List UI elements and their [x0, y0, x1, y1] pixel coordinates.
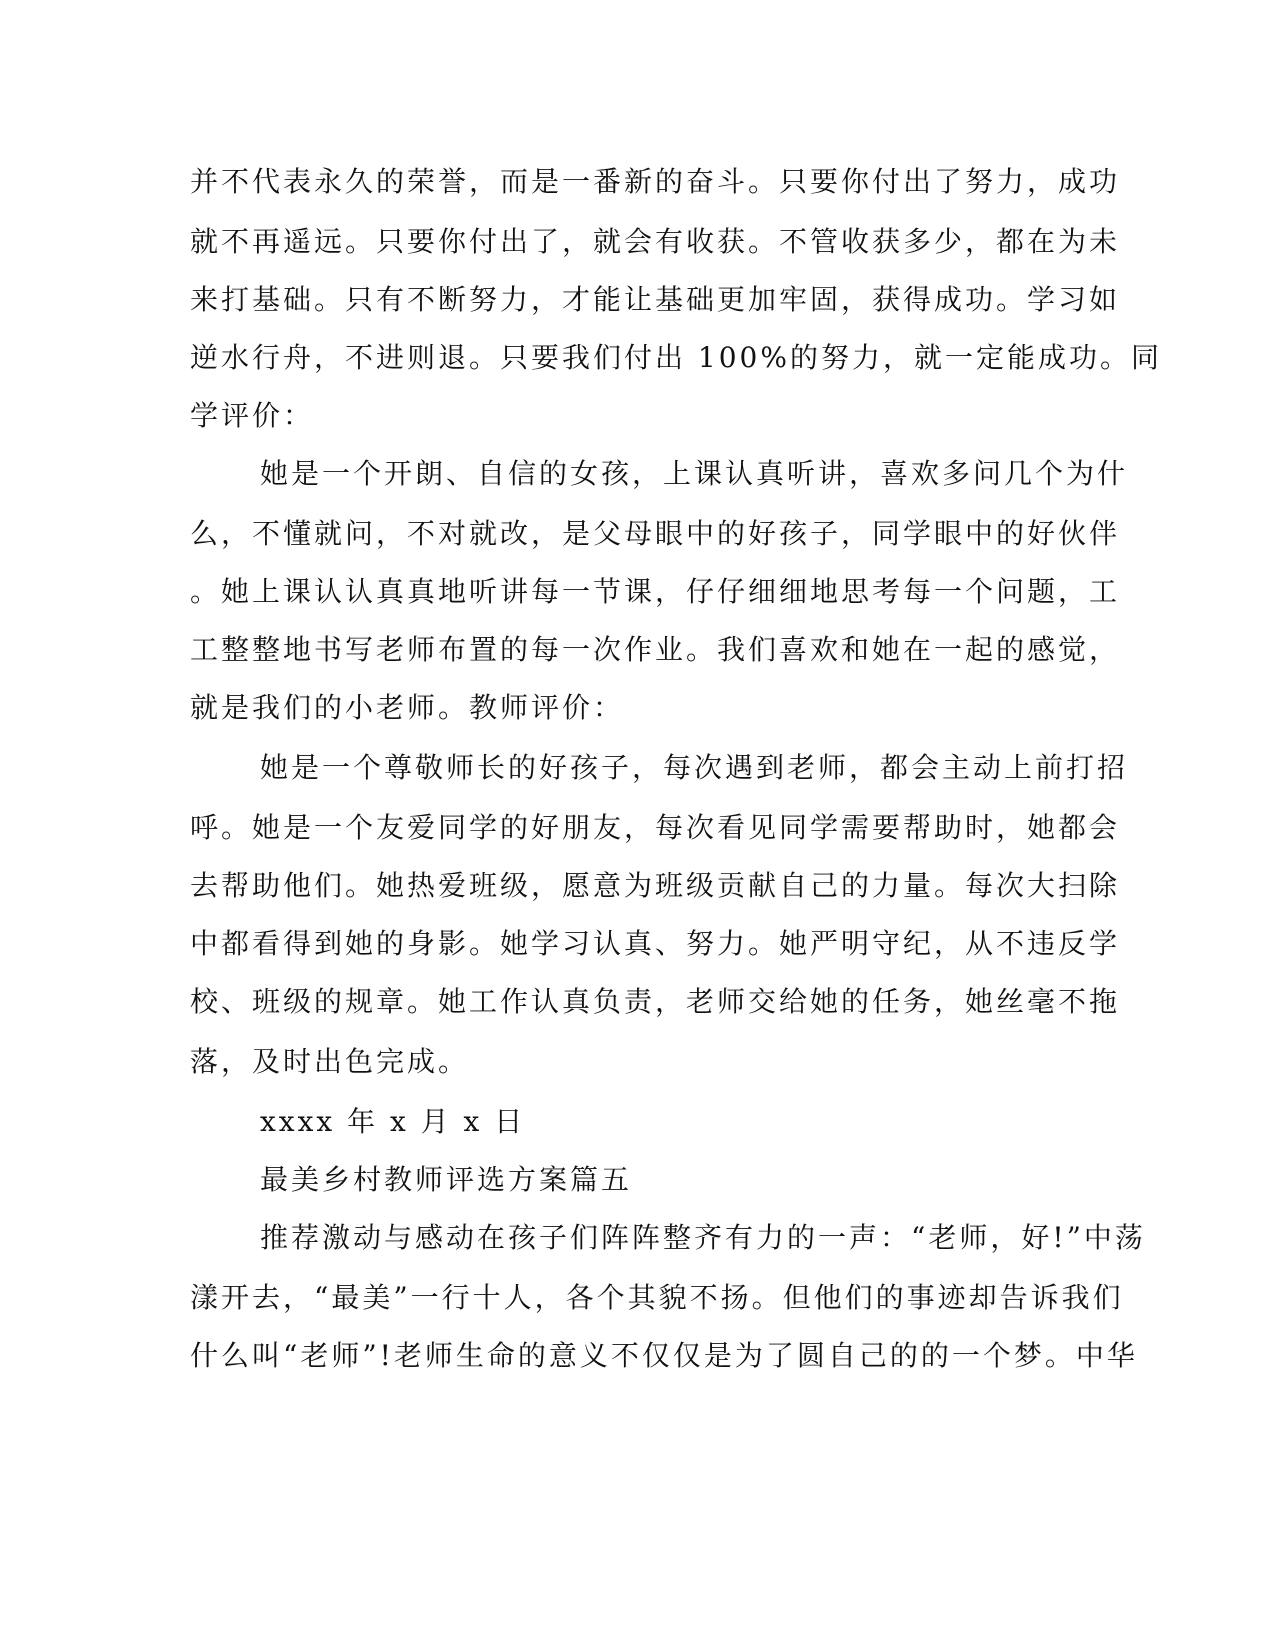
text-line: 么，不懂就问，不对就改，是父母眼中的好孩子，同学眼中的好伙伴 [190, 517, 1121, 550]
date-line: xxxx 年 x 月 x 日 [260, 1105, 526, 1138]
section-heading: 最美乡村教师评选方案篇五 [260, 1163, 633, 1196]
text-line: 校、班级的规章。她工作认真负责，老师交给她的任务，她丝毫不拖 [190, 985, 1121, 1018]
text-line: 就是我们的小老师。教师评价： [190, 691, 625, 724]
text-line: 漾开去，“最美”一行十人，各个其貌不扬。但他们的事迹却告诉我们 [190, 1281, 1124, 1314]
text-line: 并不代表永久的荣誉，而是一番新的奋斗。只要你付出了努力，成功 [190, 165, 1121, 198]
text-line: 她是一个开朗、自信的女孩，上课认真听讲，喜欢多问几个为什 [260, 457, 1129, 490]
text-line: 。她上课认认真真地听讲每一节课，仔仔细细地思考每一个问题，工 [190, 575, 1121, 608]
text-line: 中都看得到她的身影。她学习认真、努力。她严明守纪，从不违反学 [190, 927, 1121, 960]
text-line: 工整整地书写老师布置的每一次作业。我们喜欢和她在一起的感觉， [190, 633, 1121, 666]
text-line: 学评价： [190, 399, 315, 432]
text-line: 推荐激动与感动在孩子们阵阵整齐有力的一声：“老师，好!”中荡 [260, 1221, 1146, 1254]
text-line: 去帮助他们。她热爱班级，愿意为班级贡献自己的力量。每次大扫除 [190, 869, 1121, 902]
text-line: 什么叫“老师”!老师生命的意义不仅仅是为了圆自己的的一个梦。中华 [190, 1339, 1138, 1372]
text-line: 来打基础。只有不断努力，才能让基础更加牢固，获得成功。学习如 [190, 283, 1121, 316]
text-line: 她是一个尊敬师长的好孩子，每次遇到老师，都会主动上前打招 [260, 751, 1129, 784]
text-line: 落，及时出色完成。 [190, 1045, 470, 1078]
text-line: 呼。她是一个友爱同学的好朋友，每次看见同学需要帮助时，她都会 [190, 811, 1121, 844]
text-line: 就不再遥远。只要你付出了，就会有收获。不管收获多少，都在为未 [190, 225, 1121, 258]
text-line: 逆水行舟，不进则退。只要我们付出 100%的努力，就一定能成功。同 [190, 341, 1162, 374]
